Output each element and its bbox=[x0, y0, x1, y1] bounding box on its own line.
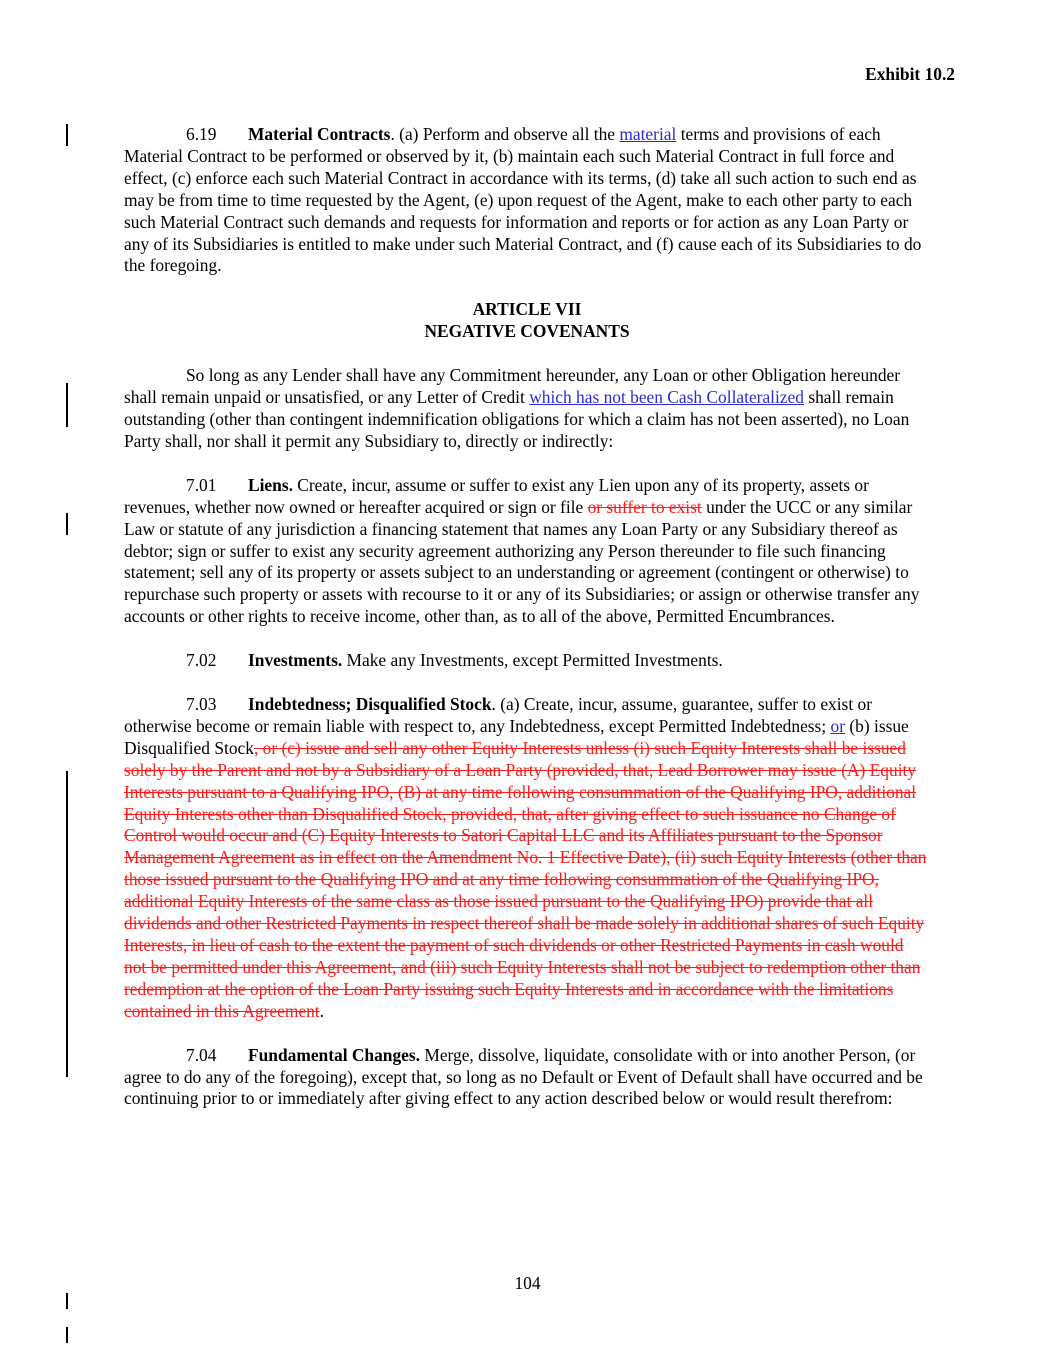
section-number: 7.01 bbox=[186, 474, 217, 495]
section-text: Create, incur, assume or suffer to exist any Lien upon any of its property, assets or revenues, whether now owned or hereafter acquired or sign or file bbox=[124, 474, 869, 517]
exhibit-label: Exhibit 10.2 bbox=[865, 64, 955, 84]
section-text: terms and provisions of each Material Contract to be performed or observed by it, (b) maintain each such Material Contract in full force and effect, (c) enforce each such Material Contract in accordance with its terms, (d) take all such action to such end as may be from time to time requested by the Agent, (e) upon request of the Agent, make to each other party to each such Material Contract such demands and requests for information and reports or for action as any Loan Party or any of its Subsidiaries is entitled to make under such Material Contract, and (f) cause each of its Subsidiaries to do the foregoing. bbox=[124, 124, 922, 276]
article-number: ARTICLE VII bbox=[472, 299, 582, 320]
section-7-03 bbox=[124, 694, 930, 1023]
document-body bbox=[124, 124, 930, 1132]
section-text: under the UCC or any similar Law or statute of any jurisdiction a financing statement that names any Loan Party or any Subsidiary thereof as debtor; sign or suffer to exist any security agreement authorizing any Person thereunder to file such financing statement; sell any of its property or assets subject to an understanding or agreement (contingent or otherwise) to repurchase such property or assets with recourse to it or any of its Subsidiaries; or assign or otherwise transfer any accounts or other rights to receive income, other than, as to all of the above, Permitted Encumbrances. bbox=[124, 496, 920, 627]
section-text: . (a) Create, incur, assume, guarantee, suffer to exist or otherwise become or remain liable with respect to, any Indebtedness, except Permitted Indebtedness; bbox=[124, 694, 872, 736]
section-number: 6.19 bbox=[186, 124, 217, 144]
change-bar bbox=[66, 513, 68, 535]
section-7-04 bbox=[124, 1045, 930, 1111]
change-bar bbox=[66, 124, 68, 146]
article-title: NEGATIVE COVENANTS bbox=[424, 321, 630, 342]
section-number: 7.02 bbox=[186, 650, 217, 671]
section-title: Investments. bbox=[248, 650, 343, 671]
section-text: (b) issue Disqualified Stock bbox=[124, 715, 909, 758]
section-7-01 bbox=[124, 475, 930, 628]
change-bar bbox=[66, 771, 68, 1077]
change-bar bbox=[66, 1293, 68, 1309]
section-title: Indebtedness; Disqualified Stock bbox=[248, 694, 492, 715]
inserted-text: which has not been Cash Collateralized bbox=[529, 387, 804, 408]
article-heading bbox=[124, 299, 930, 343]
intro-text: So long as any Lender shall have any Commitment hereunder, any Loan or other Obligation hereunder shall remain unpaid or unsatisfied, or any Letter of Credit bbox=[124, 365, 901, 408]
change-bar bbox=[66, 383, 68, 427]
deleted-text: or suffer to exist bbox=[587, 496, 702, 517]
section-title: Material Contracts bbox=[248, 124, 391, 144]
intro-paragraph bbox=[124, 365, 930, 453]
section-title: Liens. bbox=[248, 474, 293, 495]
deleted-text: , or (c) issue and sell any other Equity Interests unless (i) such Equity Interests shall be issued solely by the Parent and not by a Subsidiary of a Loan Party (provided, that, Lead Borrower may issue (A) Equity Interests pursuant to a Qualifying IPO, (B) at any time following consummation of the Qualifying IPO, additional Equity Interests other than Disqualified Stock, provided, that, after giving effect to such issuance no Change of Control would occur and (C) Equity Interests to Satori Capital LLC and its Affiliates pursuant to the Sponsor Management Agreement as in effect on the Amendment No. 1 Effective Date), (ii) such Equity Interests (other than those issued pursuant to the Qualifying IPO and at any time following consummation of the Qualifying IPO, additional Equity Interests of the same class as those issued pursuant to the Qualifying IPO) provide that all dividends and other Restricted Payments in respect thereof shall be made solely in additional shares of such Equity Interests, in lieu of cash to the extent the payment of such dividends or other Restricted Payments in cash would not be permitted under this Agreement, and (iii) such Equity Interests shall not be subject to redemption other than redemption at the option of the Loan Party issuing such Equity Interests and in accordance with the limitations contained in this Agreement bbox=[124, 737, 927, 1021]
section-text: Make any Investments, except Permitted Investments. bbox=[342, 650, 723, 671]
inserted-text: or bbox=[830, 715, 846, 736]
section-title: Fundamental Changes. bbox=[248, 1044, 421, 1065]
intro-text: shall remain outstanding (other than contingent indemnification obligations for which a claim has not been asserted), no Loan Party shall, nor shall it permit any Subsidiary to, directly or indirectly: bbox=[124, 387, 910, 451]
section-number: 7.04 bbox=[186, 1044, 217, 1065]
section-number: 7.03 bbox=[186, 694, 217, 715]
section-7-02 bbox=[124, 650, 930, 672]
section-text: . bbox=[319, 1000, 324, 1021]
page-number: 104 bbox=[514, 1273, 541, 1293]
section-text: . (a) Perform and observe all the bbox=[390, 124, 620, 144]
section-text: Merge, dissolve, liquidate, consolidate with or into another Person, (or agree to do any of the foregoing), except that, so long as no Default or Event of Default shall have occurred and be continuing prior to or immediately after giving effect to any action described below or would result therefrom: bbox=[124, 1044, 923, 1109]
section-6-19 bbox=[124, 124, 930, 277]
change-bar bbox=[66, 1327, 68, 1343]
inserted-text: material bbox=[619, 124, 677, 144]
